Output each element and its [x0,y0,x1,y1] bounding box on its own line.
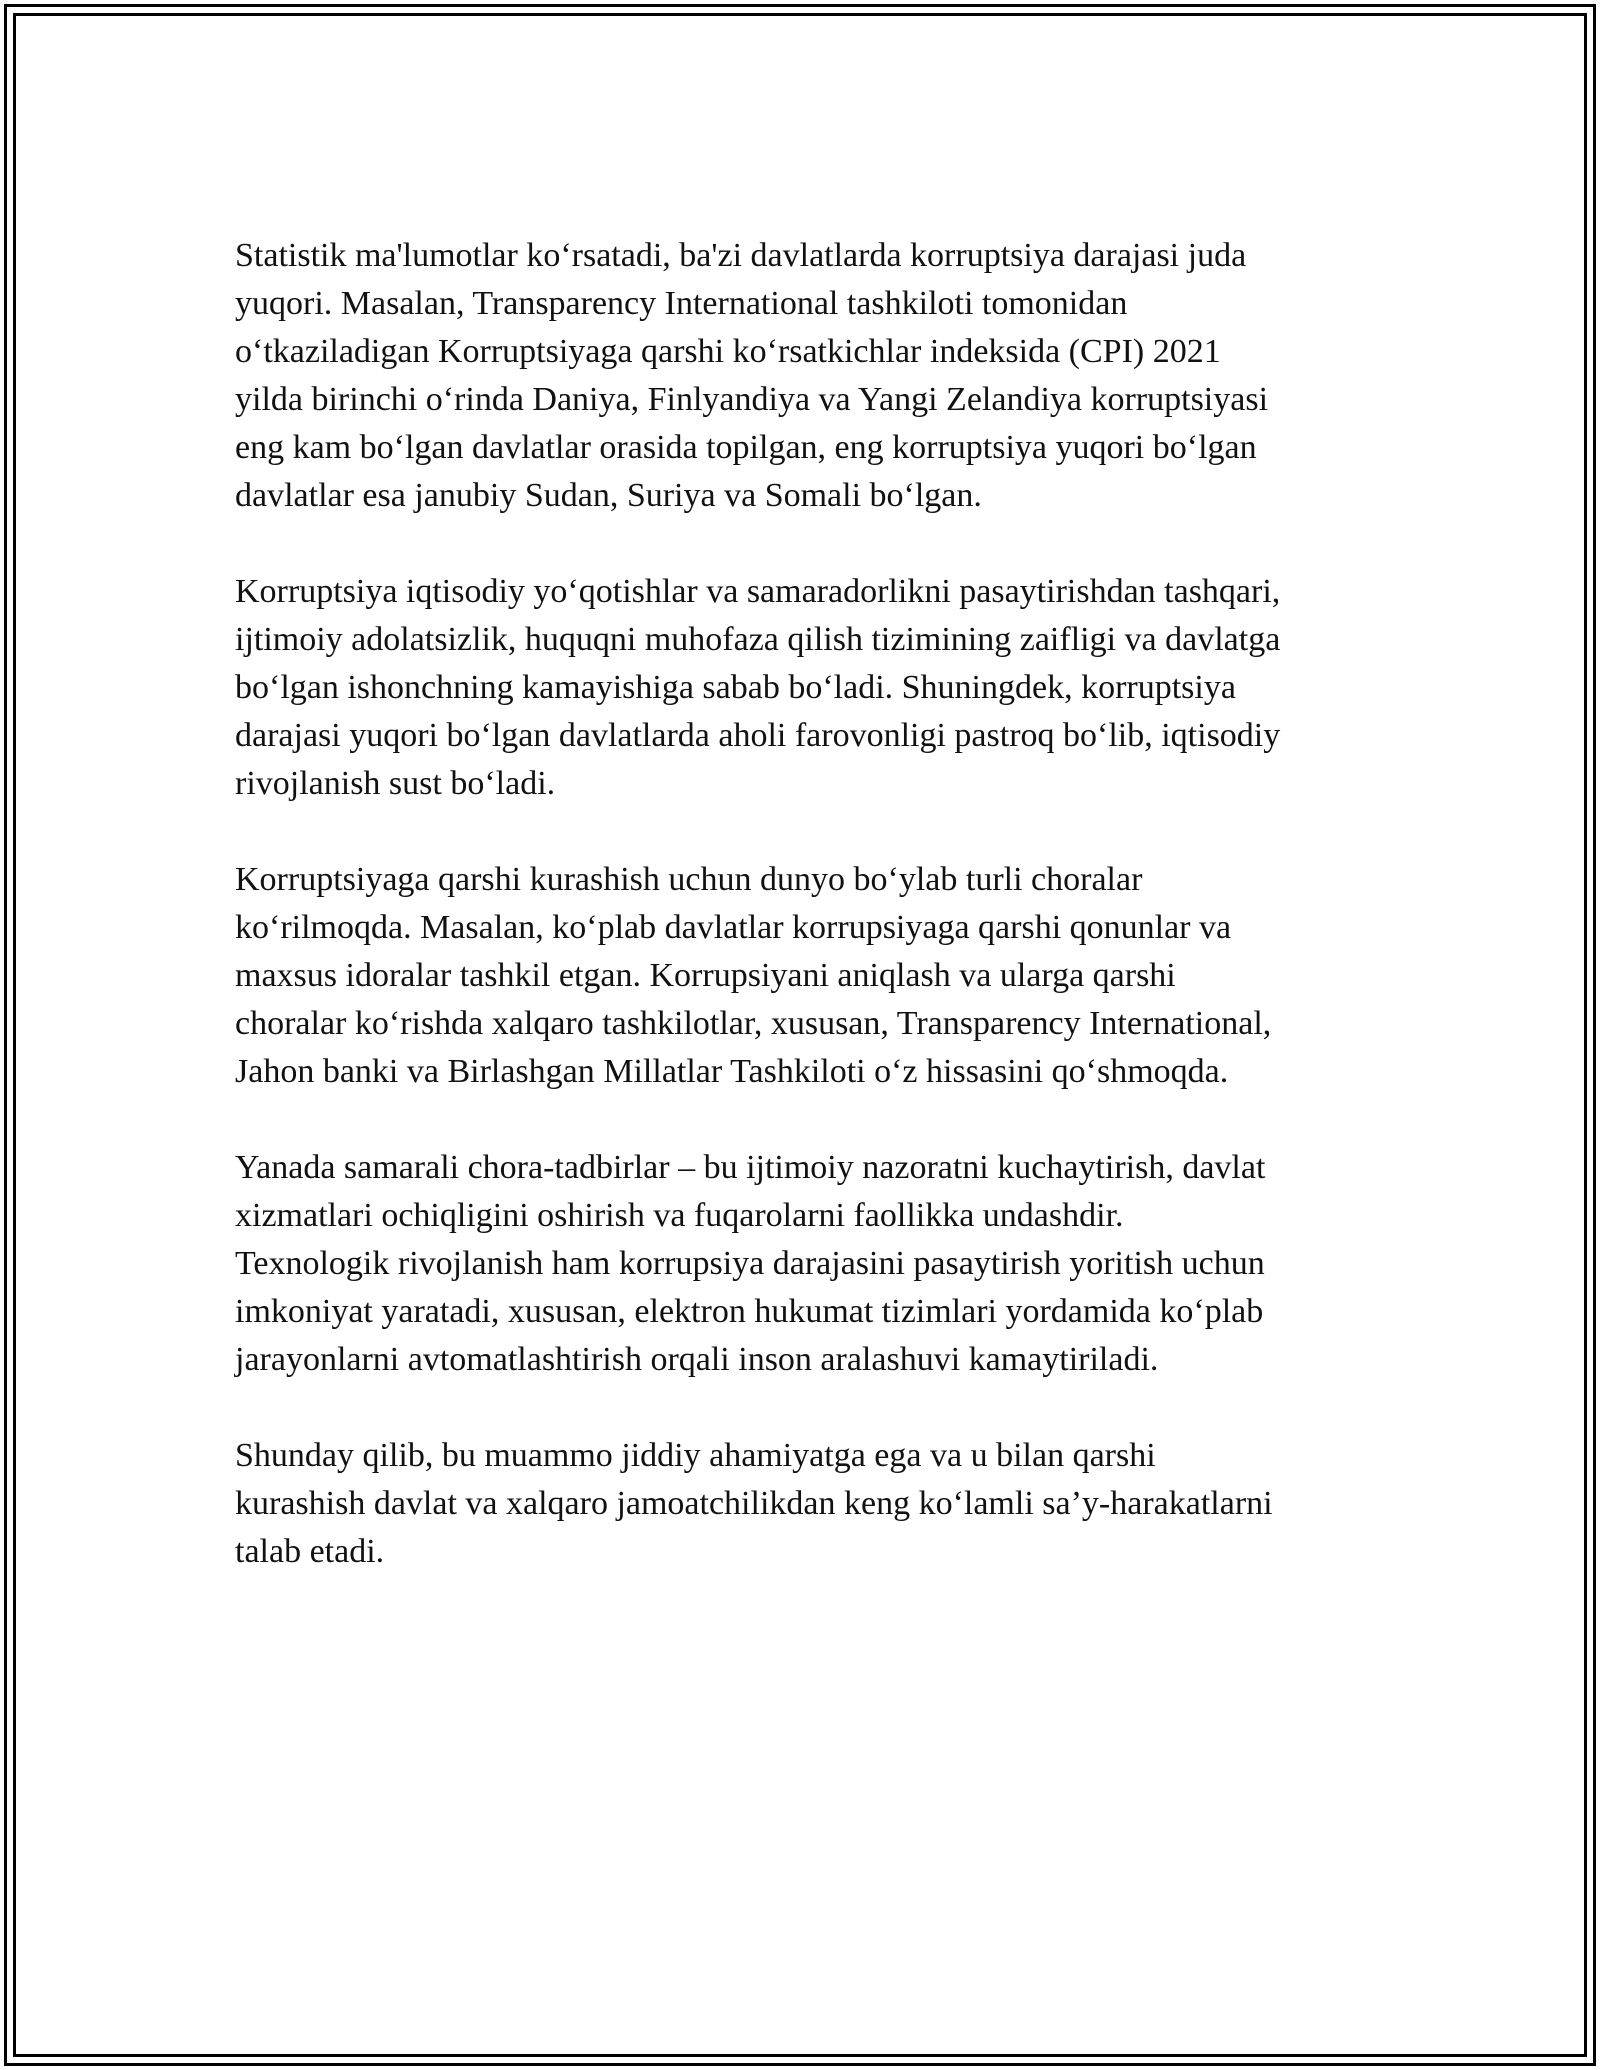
paragraph-conclusion [235,1432,1365,1576]
text-line: imkoniyat yaratadi, xususan, elektron hukumat tizimlari yordamida ko‘plab [235,1293,1264,1330]
paragraph-consequences [235,568,1365,808]
document-body [235,232,1365,1624]
text-line: Shunday qilib, bu muammo jiddiy ahamiyatga ega va u bilan qarshi [235,1437,1156,1474]
paragraph-statistics [235,232,1365,520]
text-line: o‘tkaziladigan Korruptsiyaga qarshi ko‘rsatkichlar indeksida (CPI) 2021 [235,333,1221,370]
text-line: Texnologik rivojlanish ham korrupsiya darajasini pasaytirish yoritish uchun [235,1245,1265,1282]
text-line: kurashish davlat va xalqaro jamoatchilikdan keng ko‘lamli sa’y-harakatlarni [235,1485,1273,1522]
paragraph-effective-measures [235,1144,1365,1384]
text-line: jarayonlarni avtomatlashtirish orqali inson aralashuvi kamaytiriladi. [235,1341,1159,1378]
text-line: darajasi yuqori bo‘lgan davlatlarda aholi farovonligi pastroq bo‘lib, iqtisodiy [235,717,1281,754]
text-line: ijtimoiy adolatsizlik, huquqni muhofaza qilish tizimining zaifligi va davlatga [235,621,1281,658]
text-line: yilda birinchi o‘rinda Daniya, Finlyandiya va Yangi Zelandiya korruptsiyasi [235,381,1269,418]
text-line: Korruptsiyaga qarshi kurashish uchun dunyo bo‘ylab turli choralar [235,861,1143,898]
text-line: ko‘rilmoqda. Masalan, ko‘plab davlatlar korrupsiyaga qarshi qonunlar va [235,909,1232,946]
text-line: Yanada samarali chora-tadbirlar – bu ijtimoiy nazoratni kuchaytirish, davlat [235,1149,1266,1186]
text-line: maxsus idoralar tashkil etgan. Korrupsiyani aniqlash va ularga qarshi [235,957,1176,994]
text-line: talab etadi. [235,1533,385,1570]
text-line: davlatlar esa janubiy Sudan, Suriya va Somali bo‘lgan. [235,477,982,514]
text-line: bo‘lgan ishonchning kamayishiga sabab bo‘ladi. Shuningdek, korruptsiya [235,669,1236,706]
text-line: Statistik ma'lumotlar ko‘rsatadi, ba'zi davlatlarda korruptsiya darajasi juda [235,237,1247,274]
paragraph-countermeasures [235,856,1365,1096]
text-line: yuqori. Masalan, Transparency International tashkiloti tomonidan [235,285,1128,322]
text-line: Korruptsiya iqtisodiy yo‘qotishlar va samaradorlikni pasaytirishdan tashqari, [235,573,1281,610]
text-line: Jahon banki va Birlashgan Millatlar Tashkiloti o‘z hissasini qo‘shmoqda. [235,1053,1229,1090]
text-line: choralar ko‘rishda xalqaro tashkilotlar, xususan, Transparency International, [235,1005,1272,1042]
text-line: xizmatlari ochiqligini oshirish va fuqarolarni faollikka undashdir. [235,1197,1124,1234]
text-line: rivojlanish sust bo‘ladi. [235,765,556,802]
text-line: eng kam bo‘lgan davlatlar orasida topilgan, eng korruptsiya yuqori bo‘lgan [235,429,1257,466]
